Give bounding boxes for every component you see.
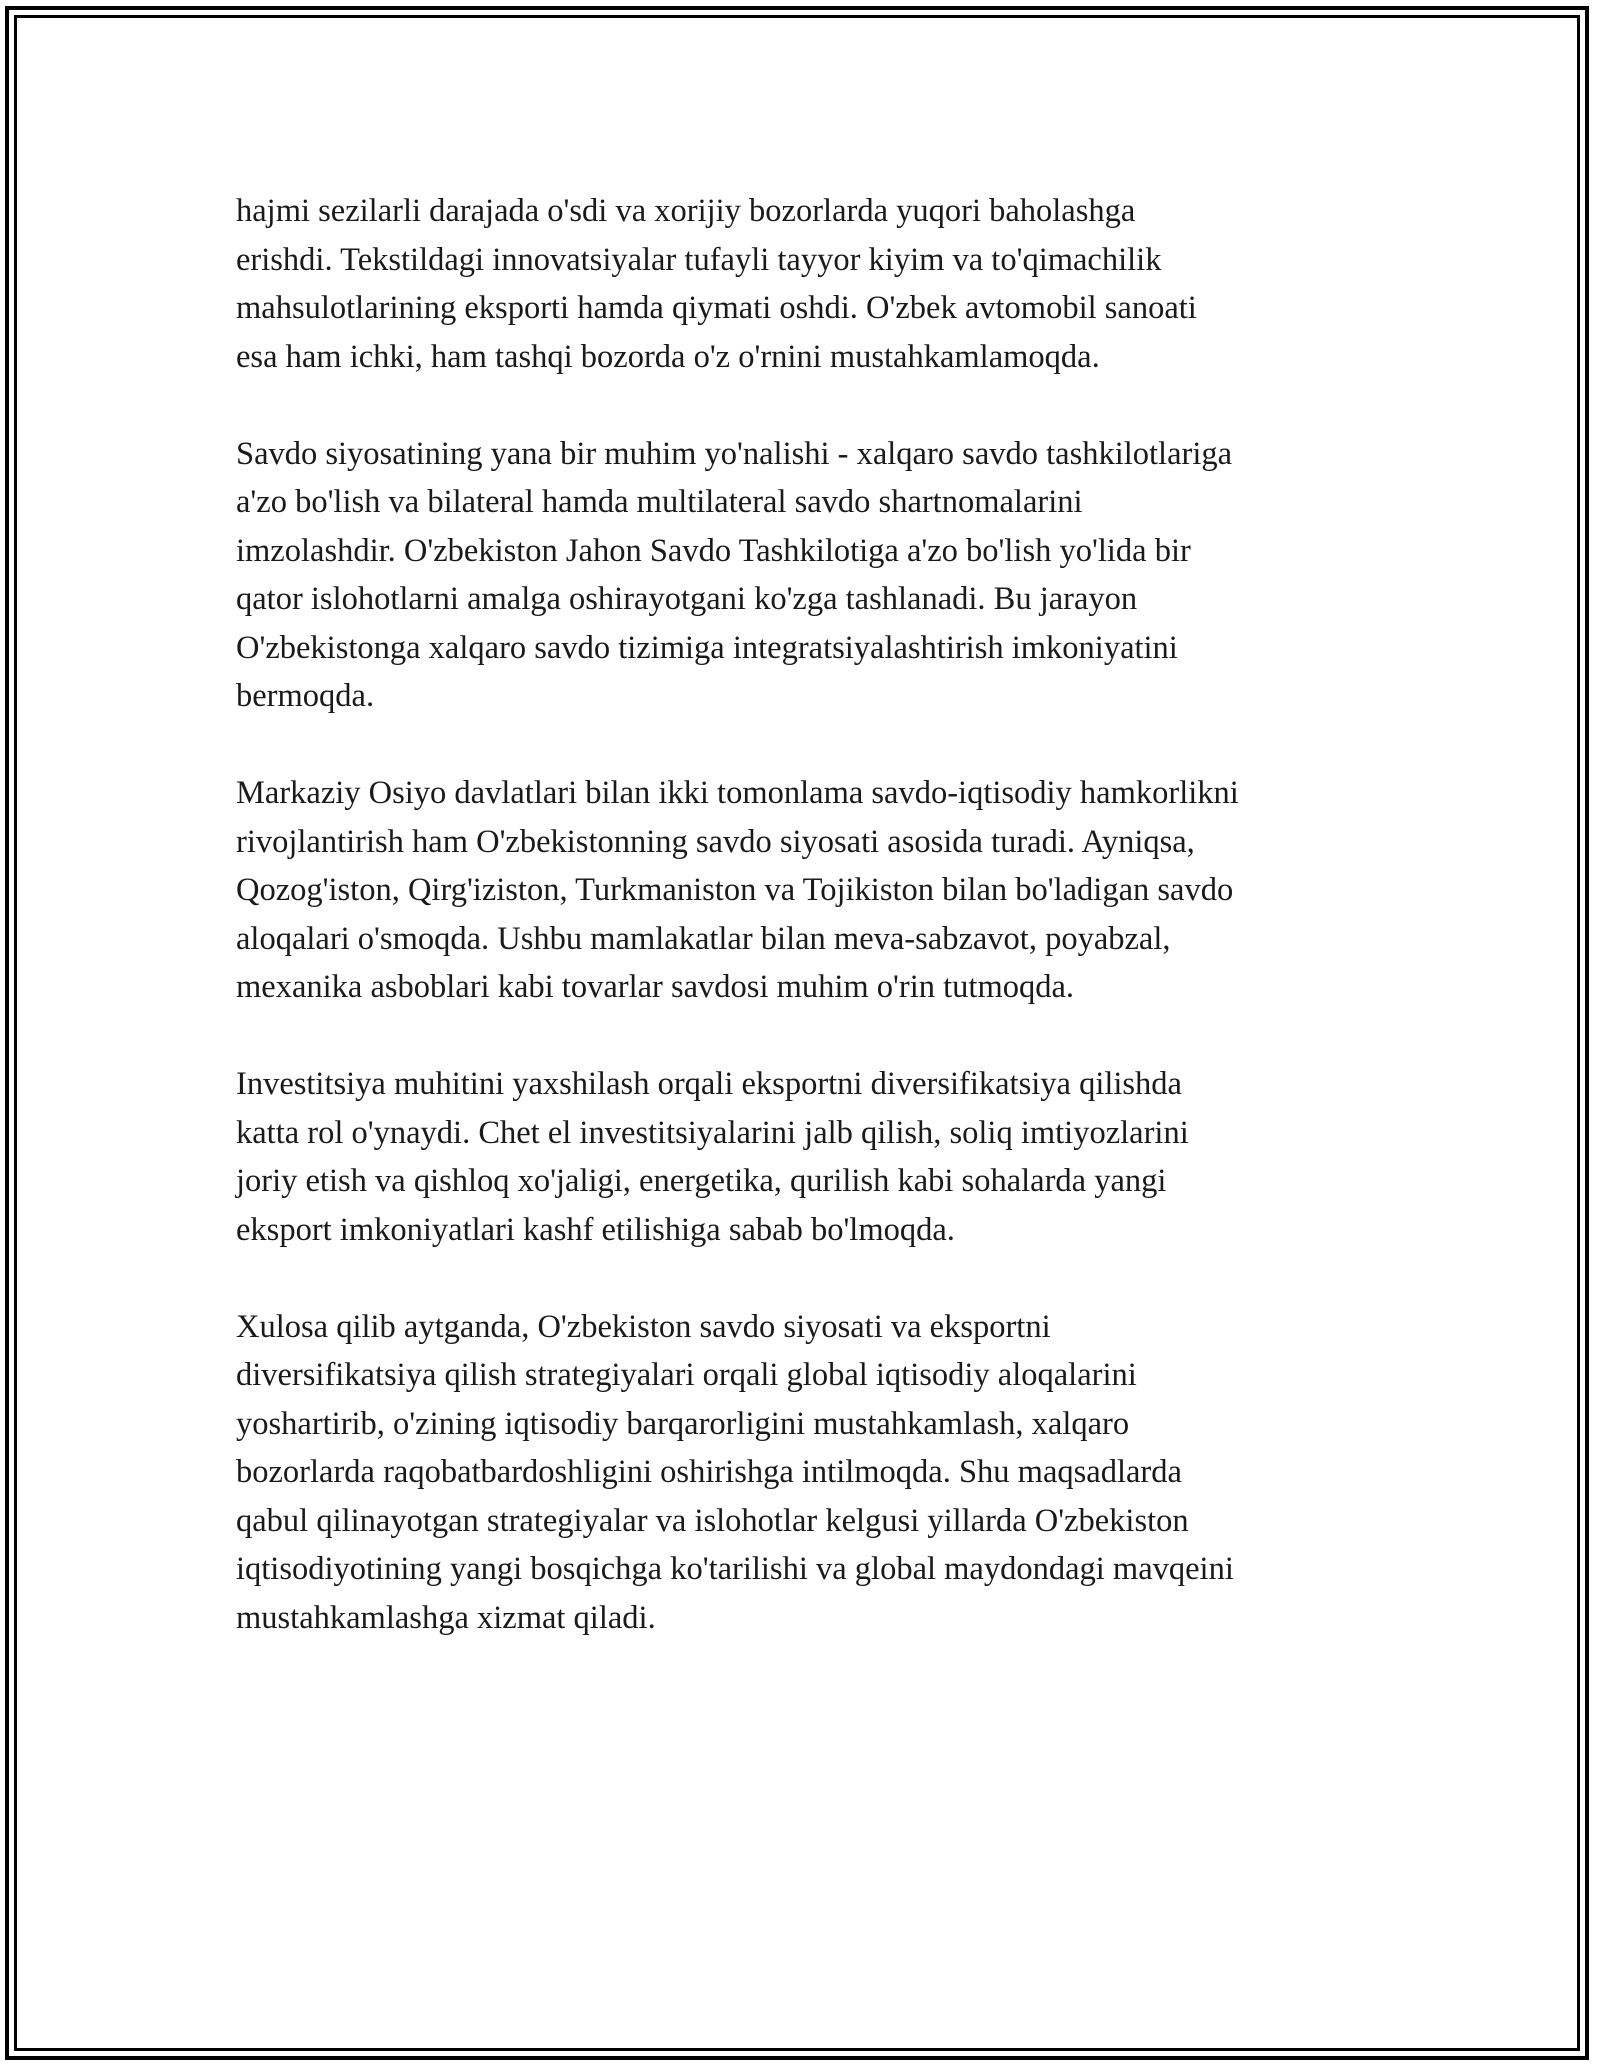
paragraph-4: Investitsiya muhitini yaxshilash orqali eksportni diversifikatsiya qilishda katta rol o'ynaydi. Chet el investitsiyalarini jalb qilish, soliq imtiyozlarini joriy etish va qishloq xo'jaligi, energetika, qurilish kabi sohalarda yangi eksport imkoniyatlari kashf etilishiga sabab bo'lmoqda. [236,1066,1189,1248]
paragraph-5: Xulosa qilib aytganda, O'zbekiston savdo siyosati va eksportni diversifikatsiya qilish strategiyalari orqali global iqtisodiy aloqalarini yoshartirib, o'zining iqtisodiy barqarorligini mustahkamlash, xalqaro bozorlarda raqobatbardoshligini oshirishga intilmoqda. Shu maqsadlarda qabul qilinayotgan strategiyalar va islohotlar kelgusi yillarda O'zbekiston iqtisodiyotining yangi bosqichga ko'tarilishi va global maydondagi mavqeini mustahkamlashga xizmat qiladi. [236,1308,1234,1636]
paragraph-3: Markaziy Osiyo davlatlari bilan ikki tomonlama savdo-iqtisodiy hamkorlikni rivojlantirish ham O'zbekistonning savdo siyosati asosida turadi. Ayniqsa, Qozog'iston, Qirg'iziston, Turkmaniston va Tojikiston bilan bo'ladigan savdo aloqalari o'smoqda. Ushbu mamlakatlar bilan meva-sabzavot, poyabzal, mexanika asboblari kabi tovarlar savdosi muhim o'rin tutmoqda. [236,775,1239,1005]
paragraph-1: hajmi sezilarli darajada o'sdi va xorijiy bozorlarda yuqori baholashga erishdi. Tekstildagi innovatsiyalar tufayli tayyor kiyim va to'qimachilik mahsulotlarining eksporti hamda qiymati oshdi. O'zbek avtomobil sanoati esa ham ichki, ham tashqi bozorda o'z o'rnini mustahkamlamoqda. [236,193,1197,375]
document-body [236,187,1386,1691]
paragraph-2: Savdo siyosatining yana bir muhim yo'nalishi - xalqaro savdo tashkilotlariga a'zo bo'lish va bilateral hamda multilateral savdo shartnomalarini imzolashdir. O'zbekiston Jahon Savdo Tashkilotiga a'zo bo'lish yo'lida bir qator islohotlarni amalga oshirayotgani ko'zga tashlanadi. Bu jarayon O'zbekistonga xalqaro savdo tizimiga integratsiyalashtirish imkoniyatini bermoqda. [236,435,1233,714]
